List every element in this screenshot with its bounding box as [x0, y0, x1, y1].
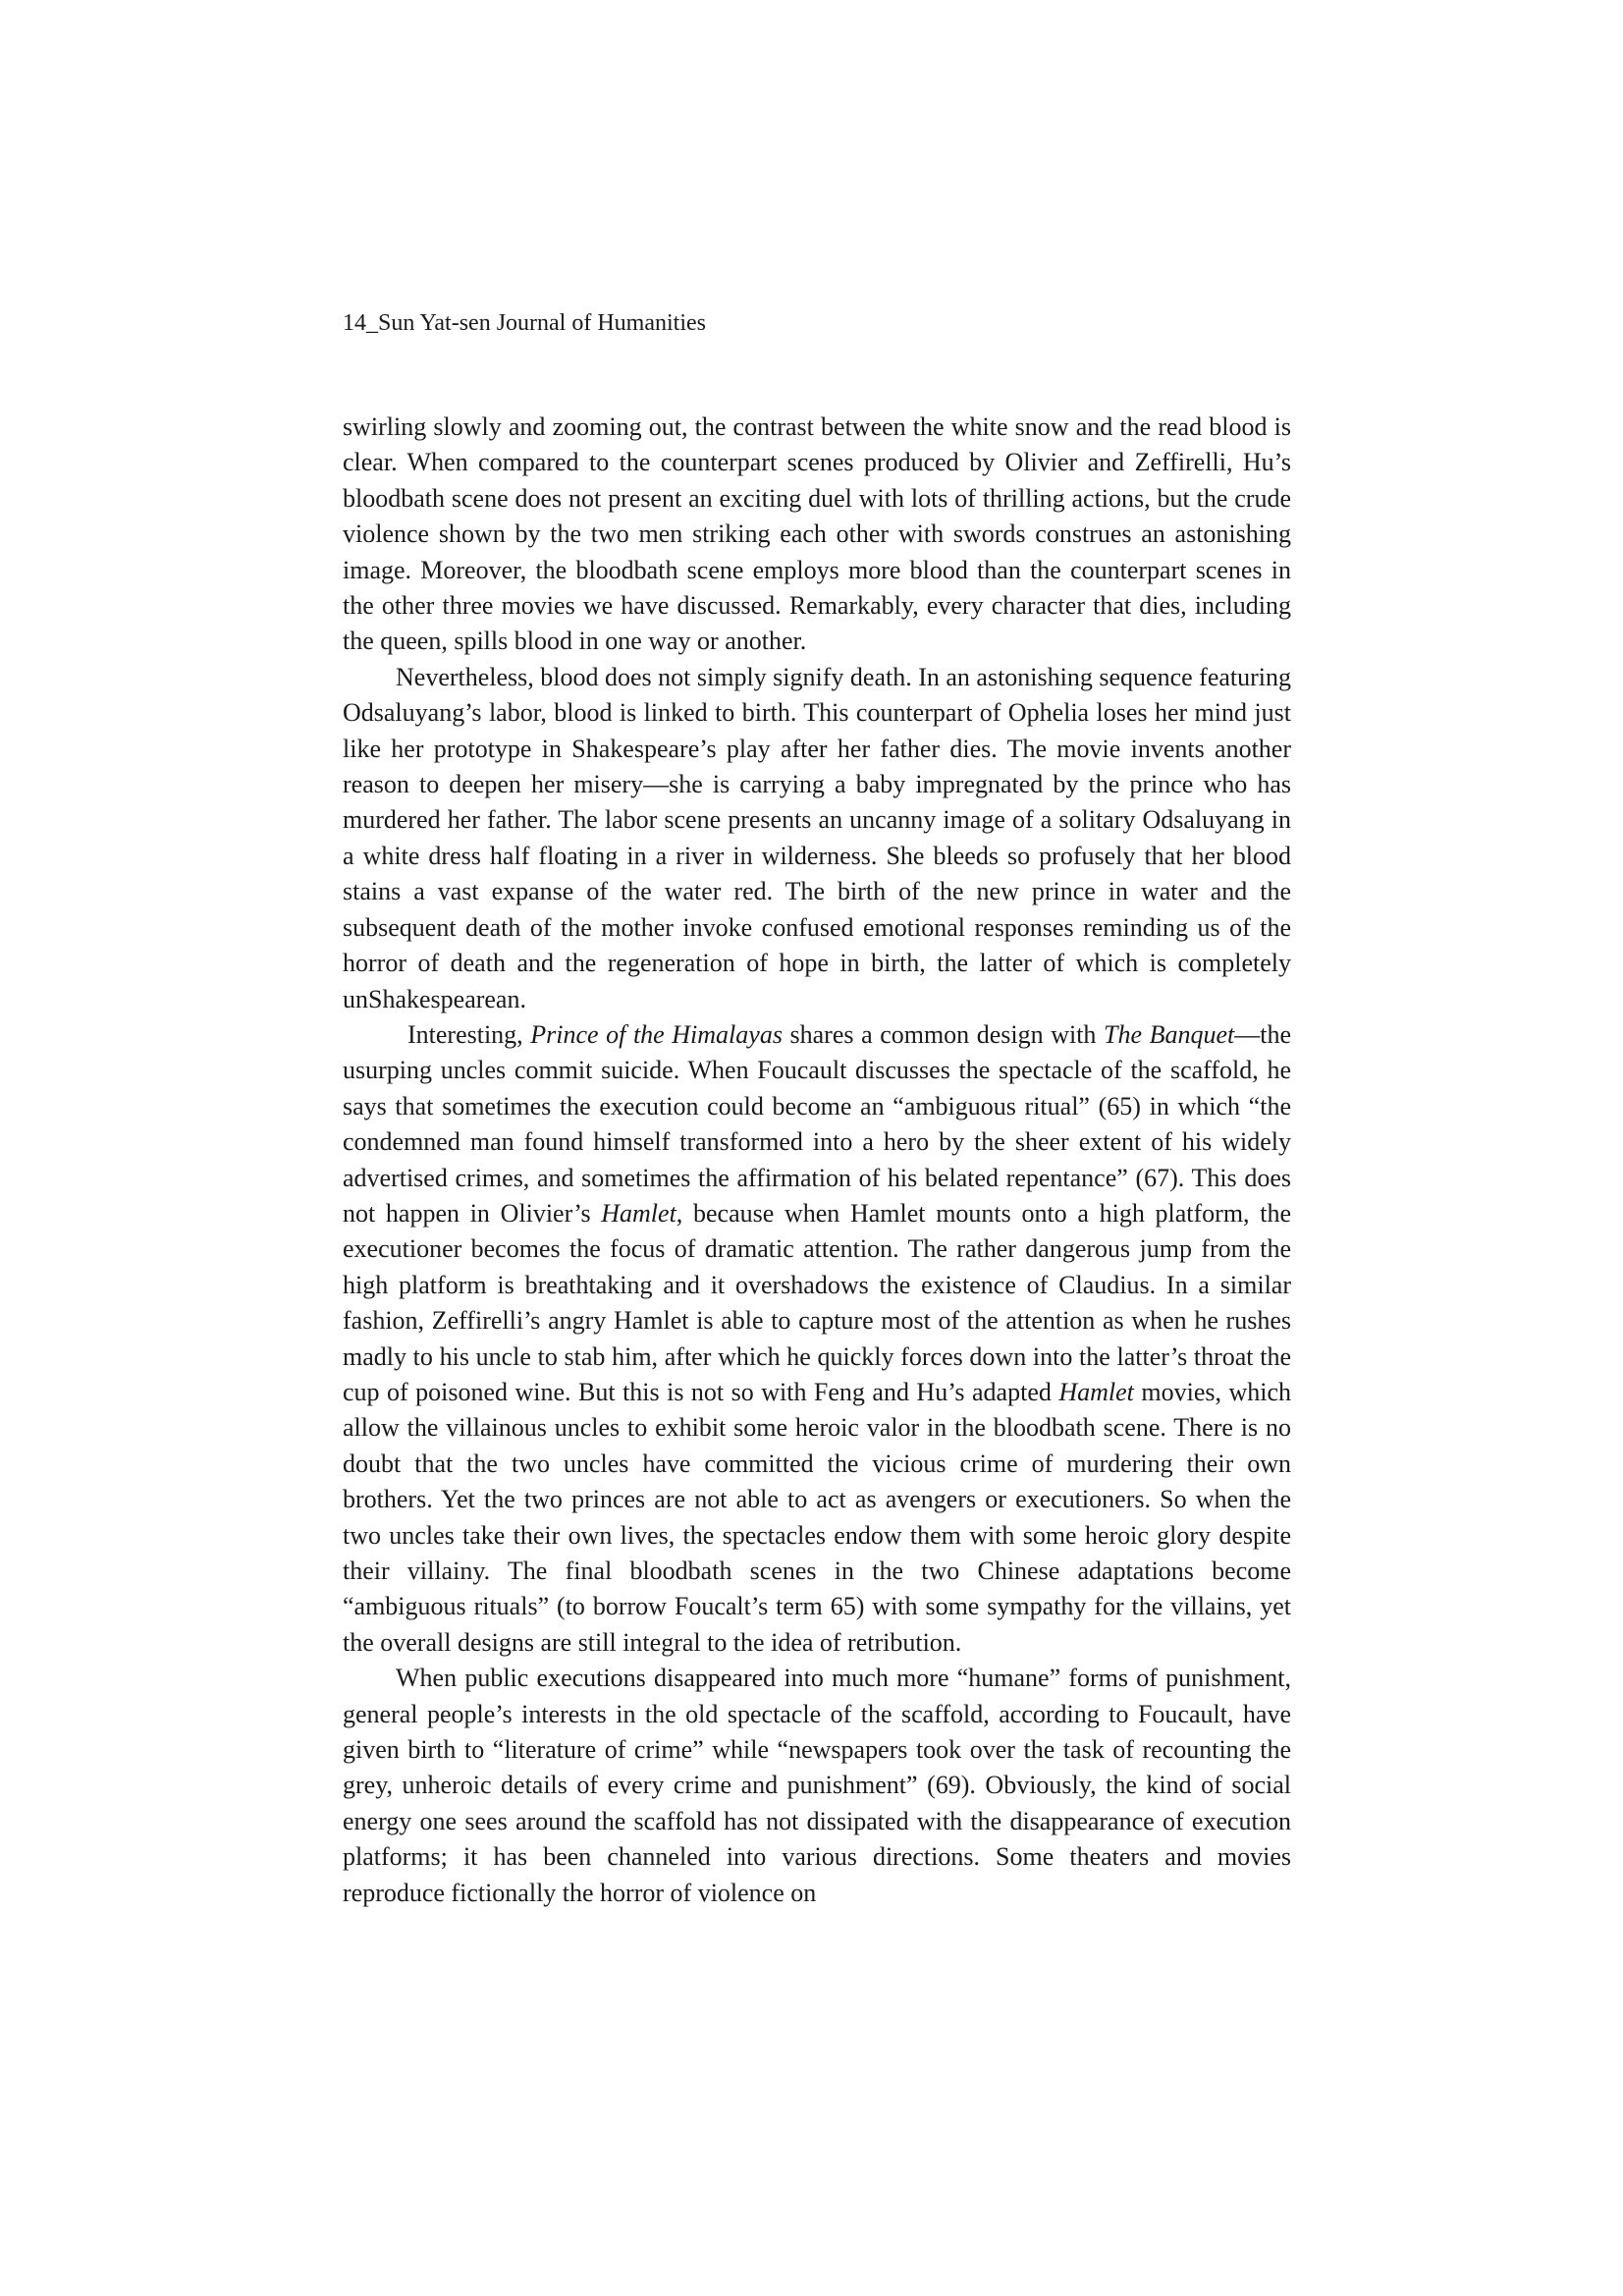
paragraph-3-text: movies, which allow the villainous uncles to exhibit some heroic valor in the bloodbath scene. There is no doubt that the two uncles have committed the vicious crime of murdering their own brothers. Yet the two princes are not able to act as avengers or executioners. So when the two uncles take their own lives, the spectacles endow them with some heroic glory despite their villainy. The final bloodbath scenes in the two Chinese adaptations become “ambiguous rituals” (to borrow Foucalt’s term 65) with some sympathy for the villains, yet the overall designs are still integral to the idea of retribution. [343, 1377, 1291, 1657]
paragraph-3-text: Interesting, [407, 1019, 531, 1049]
paragraph-1-text: swirling slowly and zooming out, the contrast between the white snow and the read blood is clear. When compared to the counterpart scenes produced by Olivier and Zeffirelli, Hu’s bloodbath scene does not present an exciting duel with lots of thrilling actions, but the crude violence shown by the two men striking each other with swords construes an astonishing image. Moreover, the bloodbath scene employs more blood than the counterpart scenes in the other three movies we have discussed. Remarkably, every character that dies, including the queen, spills blood in one way or another. [343, 412, 1291, 656]
film-title-hamlet: Hamlet [601, 1198, 676, 1228]
paragraph-2 [343, 660, 1291, 1017]
paragraph-2-text: Nevertheless, blood does not simply signify death. In an astonishing sequence featuring Odsaluyang’s labor, blood is linked to birth. This counterpart of Ophelia loses her mind just like her prototype in Shakespeare’s play after her father dies. The movie invents another reason to deepen her misery—she is carrying a baby impregnated by the prince who has murdered her father. The labor scene presents an uncanny image of a solitary Odsaluyang in a white dress half floating in a river in wilderness. She bleeds so profusely that her blood stains a vast expanse of the water red. The birth of the new prince in water and the subsequent death of the mother invoke confused emotional responses reminding us of the horror of death and the regeneration of hope in birth, the latter of which is completely unShakespearean. [343, 662, 1291, 1013]
paragraph-3-text: —the usurping uncles commit suicide. When Foucault discusses the spectacle of the scaffold, he says that sometimes the execution could become an “ambiguous ritual” (65) in which “the condemned man found himself transformed into a hero by the sheer extent of his widely advertised crimes, and sometimes the affirmation of his belated repentance” (67). This does not happen in Olivier’s [343, 1019, 1292, 1228]
paragraph-4-text: When public executions disappeared into much more “humane” forms of punishment, general people’s interests in the old spectacle of the scaffold, according to Foucault, have given birth to “literature of crime” while “newspapers took over the task of recounting the grey, unheroic details of every crime and punishment” (69). Obviously, the kind of social energy one sees around the scaffold has not dissipated with the disappearance of execution platforms; it has been channeled into various directions. Some theaters and movies reproduce fictionally the horror of violence on [343, 1664, 1291, 1907]
paragraph-3-text: shares a common design with [782, 1019, 1105, 1049]
paragraph-4 [343, 1661, 1291, 1911]
film-title-prince-of-the-himalayas: Prince of the Himalayas [530, 1019, 783, 1049]
paragraph-3 [343, 1017, 1291, 1661]
article-body [343, 410, 1291, 1911]
paragraph-1 [343, 410, 1291, 660]
film-title-the-banquet: The Banquet [1104, 1019, 1235, 1049]
film-title-hamlet: Hamlet [1058, 1377, 1134, 1406]
running-head: 14_Sun Yat-sen Journal of Humanities [343, 310, 706, 336]
paragraph-3-text: , because when Hamlet mounts onto a high platform, the executioner becomes the focus of dramatic attention. The rather dangerous jump from the high platform is breathtaking and it overshadows the existence of Claudius. In a similar fashion, Zeffirelli’s angry Hamlet is able to capture most of the attention as when he rushes madly to his uncle to stab him, after which he quickly forces down into the latter’s throat the cup of poisoned wine. But this is not so with Feng and Hu’s adapted [343, 1198, 1291, 1406]
